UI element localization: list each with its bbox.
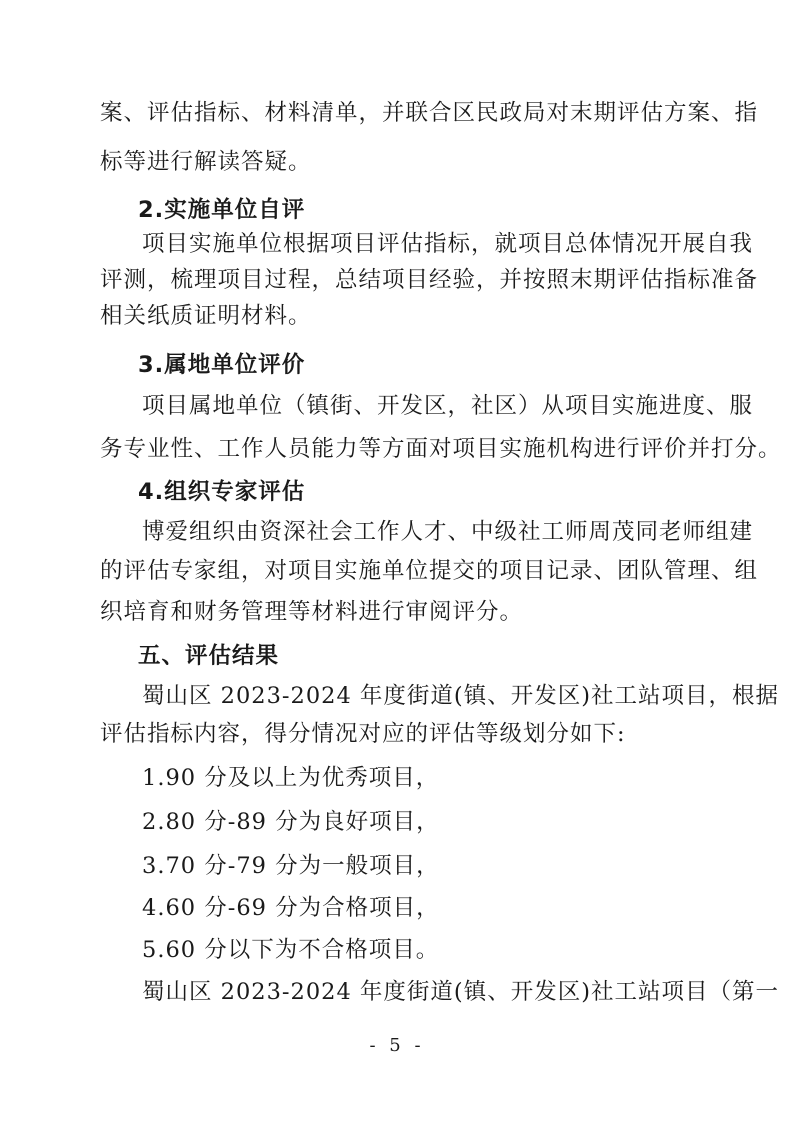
paragraph-line: 蜀山区 2023-2024 年度街道(镇、开发区)社工站项目（第一 <box>142 979 779 1005</box>
section-heading-results: 五、评估结果 <box>138 643 280 669</box>
list-item-grade: 4.60 分-69 分为合格项目， <box>142 895 440 921</box>
section-heading-local-evaluation: 3.属地单位评价 <box>138 352 306 378</box>
paragraph-line: 项目实施单位根据项目评估指标，就项目总体情况开展自我 <box>142 231 754 257</box>
paragraph-line: 织培育和财务管理等材料进行审阅评分。 <box>100 599 524 625</box>
paragraph-line: 项目属地单位（镇街、开发区，社区）从项目实施进度、服 <box>142 393 754 419</box>
paragraph-line: 评估指标内容，得分情况对应的评估等级划分如下: <box>100 721 626 747</box>
paragraph-line: 博爱组织由资深社会工作人才、中级社工师周茂同老师组建 <box>142 519 754 545</box>
paragraph-line: 评测，梳理项目过程，总结项目经验，并按照末期评估指标准备 <box>100 267 759 293</box>
paragraph-line: 蜀山区 2023-2024 年度街道(镇、开发区)社工站项目，根据 <box>142 683 779 709</box>
page-number: - 5 - <box>369 1035 425 1056</box>
list-item-grade: 3.70 分-79 分为一般项目， <box>142 853 440 879</box>
paragraph-line: 相关纸质证明材料。 <box>100 303 312 329</box>
list-item-grade: 1.90 分及以上为优秀项目， <box>142 765 440 791</box>
paragraph-line: 案、评估指标、材料清单，并联合区民政局对末期评估方案、指 <box>100 100 759 126</box>
list-item-grade: 2.80 分-89 分为良好项目， <box>142 809 440 835</box>
section-heading-self-evaluation: 2.实施单位自评 <box>138 197 306 223</box>
paragraph-line: 的评估专家组，对项目实施单位提交的项目记录、团队管理、组 <box>100 558 759 584</box>
paragraph-line: 标等进行解读答疑。 <box>100 149 312 175</box>
list-item-grade: 5.60 分以下为不合格项目。 <box>142 937 440 963</box>
section-heading-expert-evaluation: 4.组织专家评估 <box>138 479 306 505</box>
paragraph-line: 务专业性、工作人员能力等方面对项目实施机构进行评价并打分。 <box>100 436 782 462</box>
